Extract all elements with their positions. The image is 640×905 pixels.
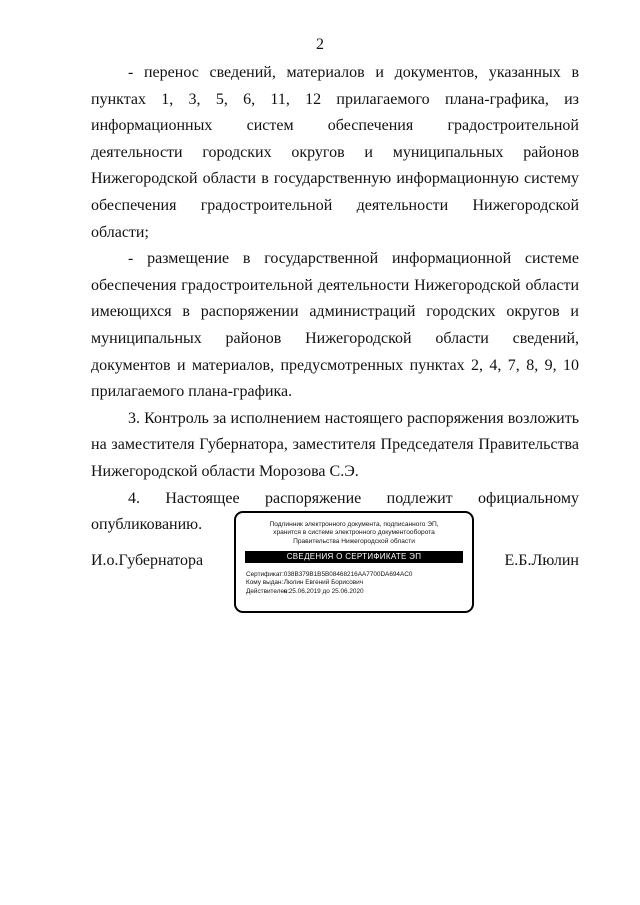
paragraph-control-clause: 3. Контроль за исполнением настоящего распоряжения возложить на заместителя Губернатора, заместителя Председателя Правительства Нижегородской области Морозова С.Э. xyxy=(91,409,579,480)
issued-to-line xyxy=(246,579,472,587)
stamp-header xyxy=(236,521,472,546)
paragraph-publication-clause: 4. Настоящее распоряжение подлежит официальному опубликованию. xyxy=(91,489,579,534)
signatory-name: Е.Б.Люлин xyxy=(504,552,579,569)
issued-to-label: Кому выдан: xyxy=(246,579,284,587)
validity-line xyxy=(246,588,472,596)
stamp-title-bar: СВЕДЕНИЯ О СЕРТИФИКАТЕ ЭП xyxy=(245,551,463,563)
issued-to-value: Люлин Евгений Борисович xyxy=(283,579,364,587)
validity-value: с 25.06.2019 до 25.06.2020 xyxy=(283,587,364,595)
stamp-details xyxy=(236,571,472,596)
paragraph-placement-info: - размещение в государственной информационной системе обеспечения градостроительной деятельности Нижегородской области имеющихся в распоряжении администраций городских округов и муниципальных районов Нижегородской области сведений, документов и материалов, предусмотренных пунктах 2, 4, 7, 8, 9, 10 прилагаемого плана-графика. xyxy=(91,250,579,401)
electronic-signature-stamp xyxy=(234,511,474,613)
page-number: 2 xyxy=(316,36,324,53)
stamp-header-line: хранится в системе электронного документооборота xyxy=(273,529,435,537)
certificate-value: 038B379B1B5B08468216AA7700DA694AC0 xyxy=(283,571,413,579)
validity-label: Действителен: xyxy=(246,587,290,595)
signatory-position: И.о.Губернатора xyxy=(91,552,204,569)
paragraph-transfer-info: - перенос сведений, материалов и документов, указанных в пунктах 1, 3, 5, 6, 11, 12 прилагаемого плана-графика, из информационных систем обеспечения градостроительной деятельности городских округов и муниципальных районов Нижегородской области в государственную информационную систему обеспечения градостроительной деятельности Нижегородской области; xyxy=(91,64,579,241)
certificate-label: Сертификат: xyxy=(246,571,284,579)
stamp-header-line: Подлинник электронного документа, подписанного ЭП, xyxy=(269,521,439,528)
stamp-header-line: Правительства Нижегородской области xyxy=(293,537,415,545)
document-body xyxy=(91,60,579,539)
